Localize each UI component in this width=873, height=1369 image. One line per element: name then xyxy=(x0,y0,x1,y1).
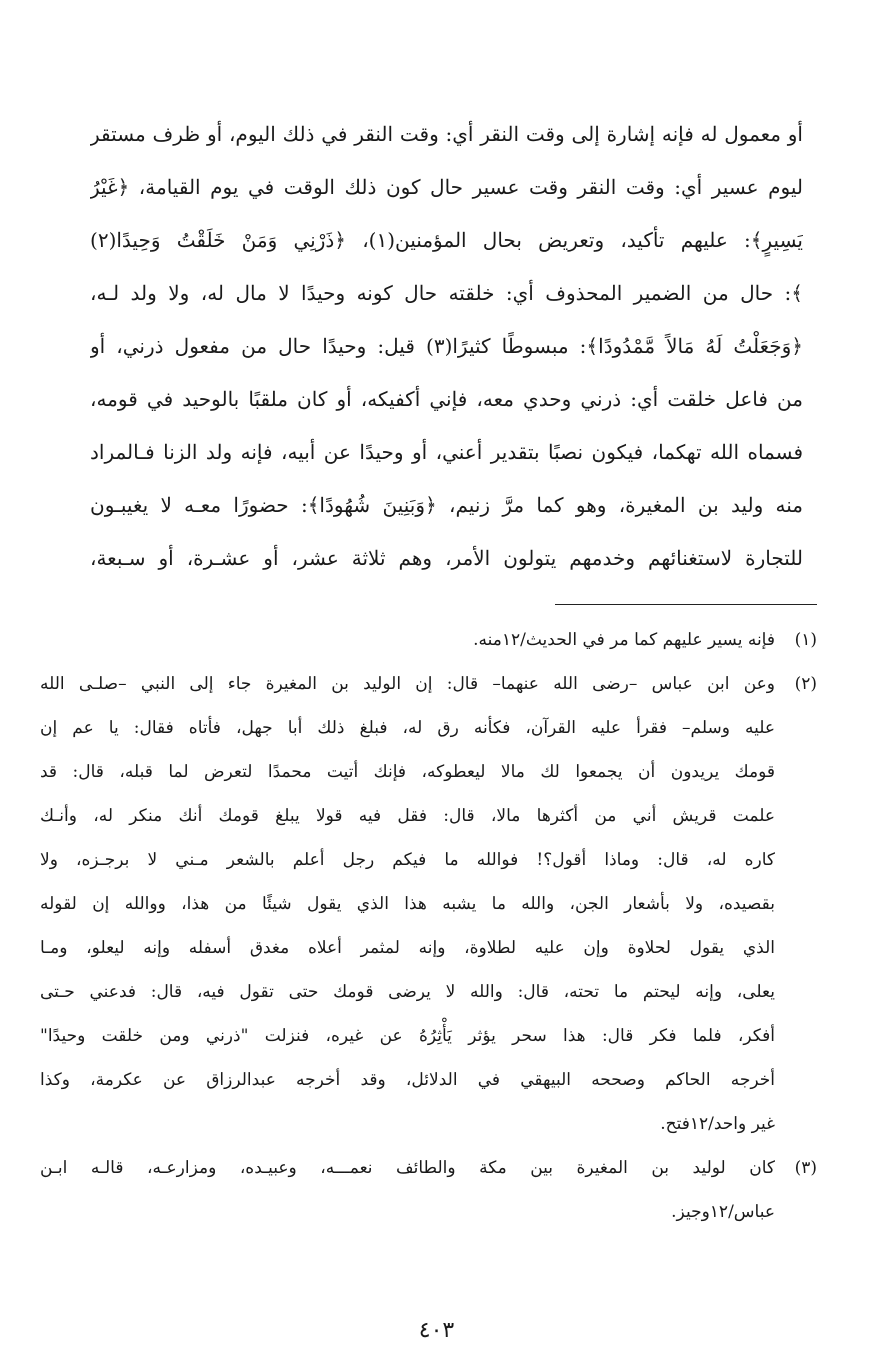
body-line: ﴾: حال من الضمير المحذوف أي: خلقته حال كونه وحيدًا لا مال له، ولا ولد لـه، xyxy=(90,281,803,305)
footnote-marker: (١) xyxy=(794,630,817,650)
footnote-line: أخرجه الحاكم وصححه البيهقي في الدلائل، وقد أخرجه عبدالرزاق عن عكرمة، وكذا xyxy=(40,1070,775,1090)
body-line: أو معمول له فإنه إشارة إلى وقت النقر أي: وقت النقر في ذلك اليوم، أو ظرف مستقر xyxy=(90,122,803,146)
footnote-text: كان لوليد بن المغيرة بين مكة والطائف نعمـــه، وعبيـده، ومزارعـه، قالـه ابـن xyxy=(40,1158,775,1178)
body-line: يَسِيرٍ﴾: عليهم تأكيد، وتعريض بحال المؤمنين(١)، ﴿ذَرْنِي وَمَنْ خَلَقْتُ وَحِيدًا(٢) xyxy=(90,228,803,252)
footnote-marker: (٣) xyxy=(794,1158,817,1178)
footnote-line: قومك يريدون أن يجمعوا لك مالا ليعطوكه، فإنك أتيت محمدًا لتعرض لما قبله، قال: قد xyxy=(40,762,775,782)
body-line: ﴿وَجَعَلْتُ لَهُ مَالاً مَّمْدُودًا﴾: مبسوطًا كثيرًا(٣) قيل: وحيدًا حال من مفعول ذرني، أو xyxy=(90,334,803,358)
body-line: منه وليد بن المغيرة، وهو كما مرَّ زنيم، ﴿وَبَنِينَ شُهُودًا﴾: حضورًا معـه لا يغيبـون xyxy=(90,493,803,517)
main-body-text xyxy=(90,108,803,585)
footnote-line: أفكر، فلما فكر قال: هذا سحر يؤثر يَأْثِرُهُ عن غيره، فنزلت "ذرني ومن خلقت وحيدًا" xyxy=(40,1026,775,1046)
footnote-separator xyxy=(555,604,817,605)
footnotes-section xyxy=(40,618,817,1234)
body-line: للتجارة لاستغنائهم وخدمهم يتولون الأمر، وهم ثلاثة عشر، أو عشـرة، أو سـبعة، xyxy=(90,546,803,570)
footnote-line: عليه وسلم– فقرأ عليه القرآن، فكأنه رق له، فبلغ ذلك أبا جهل، فأتاه فقال: يا عم إن xyxy=(40,718,775,738)
footnote-2 xyxy=(40,662,817,706)
footnote-marker: (٢) xyxy=(794,674,817,694)
footnote-line: الذي يقول لحلاوة وإن عليه لطلاوة، وإنه لمثمر أعلاه مغدق أسفله وإنه ليعلو، ومـا xyxy=(40,938,775,958)
footnote-line: يعلى، وإنه ليحتم ما تحته، قال: والله لا يرضى قومك حتى تقول فيه، قال: فدعني حـتى xyxy=(40,982,775,1002)
body-line: ليوم عسير أي: وقت النقر وقت عسير حال كون ذلك الوقت في يوم القيامة، ﴿غَيْرُ xyxy=(90,175,803,199)
footnote-3 xyxy=(40,1146,817,1190)
footnote-text: فإنه يسير عليهم كما مر في الحديث/١٢منه. xyxy=(473,630,775,650)
footnote-line: عباس/١٢وجيز. xyxy=(671,1202,775,1222)
page-number: ٤٠٣ xyxy=(418,1318,455,1343)
footnote-line: علمت قريش أني من أكثرها مالا، قال: فقل فيه قولا يبلغ قومك أنك منكر له، وأنـك xyxy=(40,806,775,826)
footnote-line: كاره له، قال: وماذا أقول؟! فوالله ما فيكم رجل أعلم بالشعر مـني لا برجـزه، ولا xyxy=(40,850,775,870)
footnote-text: وعن ابن عباس –رضى الله عنهما– قال: إن الوليد بن المغيرة جاء إلى النبي –صلـى الله xyxy=(40,674,775,694)
footnote-line: بقصيده، ولا بأشعار الجن، والله ما يشبه هذا الذي يقول شيئًا من هذا، ووالله إن لقوله xyxy=(40,894,775,914)
body-line: فسماه الله تهكما، فيكون نصبًا بتقدير أعني، أو وحيدًا عن أبيه، فإنه ولد الزنا فـالمراد xyxy=(90,440,803,464)
footnote-line: غير واحد/١٢فتح. xyxy=(660,1114,775,1134)
body-line: من فاعل خلقت أي: ذرني وحدي معه، فإني أكفيكه، أو كان ملقبًا بالوحيد في قومه، xyxy=(90,387,803,411)
footnote-1 xyxy=(40,618,817,662)
